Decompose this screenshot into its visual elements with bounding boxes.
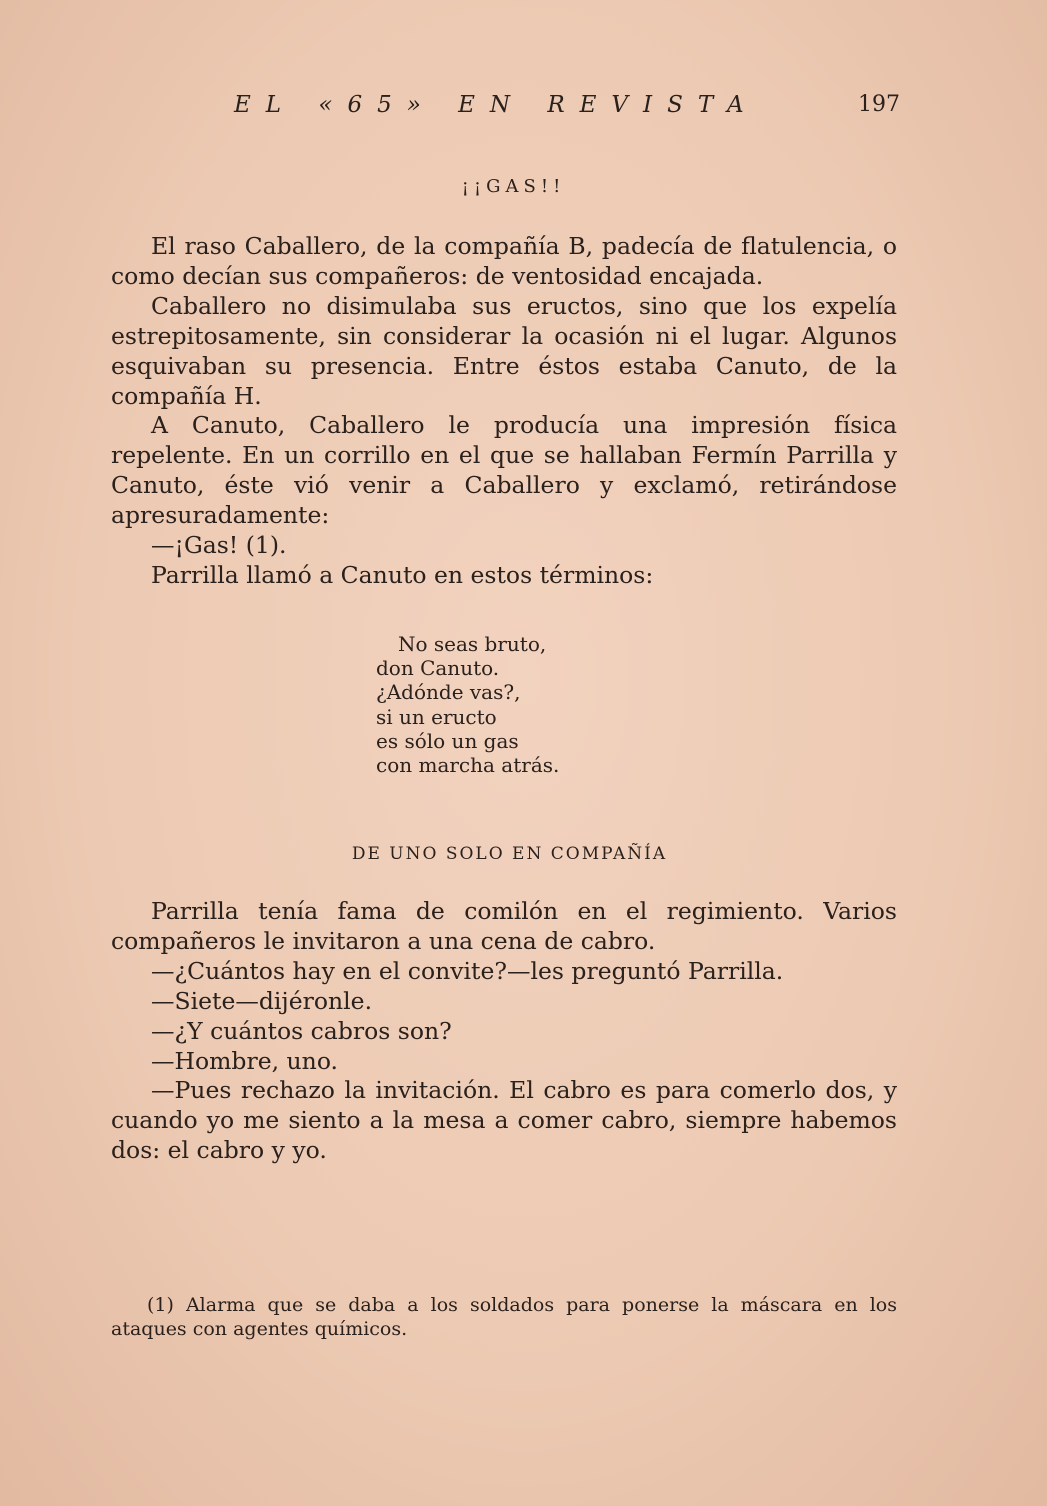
paragraph: Caballero no disimulaba sus eructos, sino que los expelía estrepitosamente, sin considerar la ocasión ni el lugar. Algunos esquivaban su presencia. Entre éstos estaba Canuto, de la compañía H.	[111, 291, 897, 410]
poem-line: don Canuto.	[376, 656, 500, 681]
paragraph: —¿Cuántos hay en el convite?—les preguntó Parrilla.	[151, 956, 784, 985]
paragraph: —¿Y cuántos cabros son?	[151, 1016, 452, 1045]
paragraph: Parrilla llamó a Canuto en estos términos:	[151, 560, 654, 589]
paragraph: —Hombre, uno.	[151, 1046, 339, 1075]
poem-line: No seas bruto,	[398, 632, 547, 656]
poem	[376, 632, 559, 777]
section-title-uno-solo: DE UNO SOLO EN COMPAÑÍA	[351, 844, 668, 864]
paragraph: —Pues rechazo la invitación. El cabro es para comerlo dos, y cuando yo me siento a la mesa a comer cabro, siempre habemos dos: el cabro y yo.	[111, 1076, 897, 1165]
footnote-text: (1) Alarma que se daba a los soldados para ponerse la máscara en los ataques con agentes químicos.	[111, 1294, 897, 1340]
footnote	[111, 1293, 897, 1341]
section-gas-body	[111, 232, 897, 591]
paragraph: A Canuto, Caballero le producía una impresión física repelente. En un corrillo en el que se hallaban Fermín Parrilla y Canuto, éste vió venir a Caballero y exclamó, retirándose apresuradamente:	[111, 411, 897, 530]
paragraph: —¡Gas! (1).	[151, 531, 287, 560]
paragraph: Parrilla tenía fama de comilón en el regimiento. Varios compañeros le invitaron a una cena de cabro.	[111, 897, 897, 955]
paragraph: El raso Caballero, de la compañía B, padecía de flatulencia, o como decían sus compañeros: de ventosidad encajada.	[111, 232, 897, 290]
section-title-gas: ¡¡GAS!!	[461, 176, 566, 197]
poem-line: ¿Adónde vas?,	[376, 680, 521, 705]
running-title: EL «65» EN REVISTA	[234, 92, 759, 118]
poem-line: es sólo un gas	[376, 728, 519, 753]
section-uno-solo-body	[111, 897, 897, 1166]
poem-line: si un eructo	[376, 704, 497, 729]
page-header	[0, 92, 1047, 122]
page-number: 197	[858, 92, 900, 117]
poem-line: con marcha atrás.	[376, 753, 560, 778]
paragraph: —Siete—dijéronle.	[151, 986, 373, 1015]
